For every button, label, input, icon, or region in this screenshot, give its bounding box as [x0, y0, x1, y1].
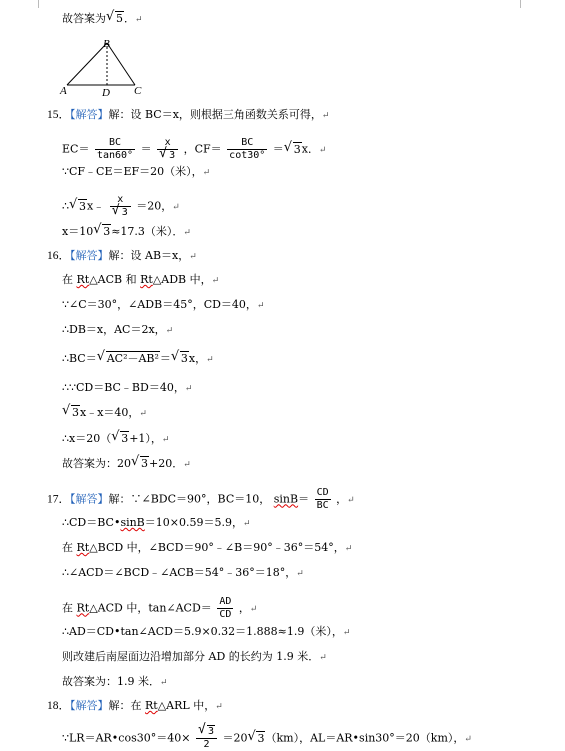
q16-line7: ∴x＝20（√ 3+1），↵ — [62, 432, 169, 447]
q18-header: 18．【解答】解：在 Rt△ARL 中，↵ — [47, 699, 223, 712]
q15-ec-cf-line: EC＝ $\frac{BC}{\tan 60^\circ}$ ＝ x √ 3 ，CF＝ $\frac{BC}{\cot 30^\circ}$ ＝√ 3x．↵ — [62, 137, 327, 162]
label-C: C — [134, 85, 142, 97]
label-D: D — [102, 87, 110, 99]
q17-header: 17．【解答】解：∵∠BDC＝90°，BC＝10， sinB＝ $\frac{CD}{BC}$ ，↵ — [47, 487, 355, 511]
q16-line2: ∵∠C＝30°，∠ADB＝45°，CD＝40，↵ — [62, 298, 265, 311]
fraction: x √ 3 — [157, 137, 178, 162]
q16-line3: ∴DB＝x，AC＝2x，↵ — [62, 323, 174, 336]
q17-line8: 故答案为：1.9 米．↵ — [62, 675, 168, 688]
fraction: $\frac{AD}{CD}$ — [219, 596, 232, 620]
fraction: x √ 3 — [110, 194, 131, 219]
q16-line1: 在 Rt△ACB 和 Rt△ADB 中，↵ — [62, 273, 220, 286]
q16-line6: √ 3x﹣x＝40，↵ — [62, 406, 147, 421]
q17-line6: ∴AD＝CD•tan∠ACD＝5.9×0.32＝1.888≈1.9（米），↵ — [62, 625, 351, 638]
q15-header: 15．【解答】解：设 BC＝x，则根据三角函数关系可得，↵ — [47, 108, 330, 121]
fraction: √ $\frac{3}{2}$ — [196, 726, 217, 751]
q16-line8: 故答案为：20√ 3+20．↵ — [62, 457, 191, 472]
fraction: $\frac{CD}{BC}$ — [316, 487, 329, 511]
q16-header: 16．【解答】解：设 AB＝x，↵ — [47, 249, 197, 262]
q18-line2: ∵LR＝AR•cos30°＝40× √ $\frac{3}{2}$ ＝20√ 3（km），AL＝AR•sin30°＝20（km），↵ — [62, 726, 472, 751]
q17-line7: 则改建后南屋面边沿增加部分 AD 的长约为 1.9 米．↵ — [62, 650, 327, 663]
q16-line4: ∴BC＝√ AC²－AB²＝√ 3x，↵ — [62, 352, 214, 367]
q15-line4: ∴√ 3x﹣ x √ 3 ＝20，↵ — [62, 194, 180, 219]
q17-line5: 在 Rt△ACD 中，tan∠ACD＝ $\frac{AD}{CD}$ ，↵ — [62, 596, 258, 620]
fraction: $\frac{BC}{\tan 60^\circ}$ — [96, 137, 134, 161]
answer-line: 故答案为√ 5．↵ — [62, 12, 143, 27]
q15-line5: x＝10√ 3≈17.3（米）．↵ — [62, 225, 191, 240]
fraction: $\frac{BC}{\cot 30^\circ}$ — [229, 137, 266, 161]
label-B: B — [103, 38, 110, 50]
label-A: A — [60, 85, 67, 97]
q17-line2: ∴CD＝BC•sinB＝10×0.59＝5.9，↵ — [62, 516, 251, 529]
crop-mark-top-right — [520, 0, 539, 8]
q15-line3: ∵CF﹣CE＝EF＝20（米），↵ — [62, 165, 211, 178]
q17-line3: 在 Rt△BCD 中，∠BCD＝90°﹣∠B＝90°﹣36°＝54°，↵ — [62, 541, 353, 554]
q17-line4: ∴∠ACD＝∠BCD﹣∠ACB＝54°﹣36°＝18°，↵ — [62, 566, 304, 579]
crop-mark-top-left — [20, 0, 39, 8]
q16-line5: ∴∵CD＝BC﹣BD＝40，↵ — [62, 381, 193, 394]
